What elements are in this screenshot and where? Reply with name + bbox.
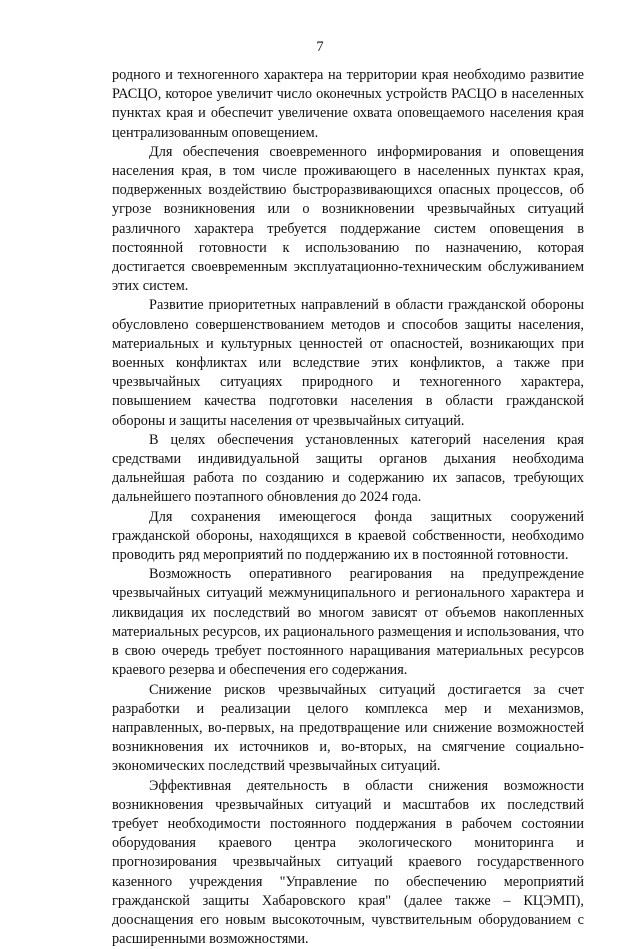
paragraph-4: В целях обеспечения установленных категорий населения края средствами индивидуальной защиты органов дыхания необходима дальнейшая работа по созданию и содержанию их запасов, требующих дальнейшего поэтапного обновления до 2024 года. — [112, 431, 584, 506]
paragraph-1: родного и техногенного характера на территории края необходимо развитие РАСЦО, которое увеличит число оконечных устройств РАСЦО в населенных пунктах края и обеспечит увеличение охвата оповещаемого населения края централизованным оповещением. — [112, 67, 584, 141]
paragraph-8: Эффективная деятельность в области снижения возможности возникновения чрезвычайных ситуаций и масштабов их последствий требует необходимости постоянного поддержания в рабочем состоянии оборудования краевого центра экологического мониторинга и прогнозирования чрезвычайных ситуаций краевого государственного казенного учреждения "Управление по обеспечению мероприятий гражданской защиты Хабаровского края" (далее также – КЦЭМП), дооснащения его новым высокоточным, чувствительным оборудованием с расширенными возможностями. — [112, 777, 584, 948]
paragraph-3: Развитие приоритетных направлений в области гражданской обороны обусловлено совершенствованием методов и способов защиты населения, материальных и культурных ценностей от опасностей, возникающих при военных конфликтах или вследствие этих конфликтов, а также при чрезвычайных ситуациях природного и техногенного характера, повышением качества подготовки населения в области гражданской обороны и защиты населения от чрезвычайных ситуаций. — [112, 297, 584, 429]
paragraph-5: Для сохранения имеющегося фонда защитных сооружений гражданской обороны, находящихся в краевой собственности, необходимо проводить ряд мероприятий по поддержанию их в постоянной готовности. — [112, 508, 584, 564]
paragraph-7: Снижение рисков чрезвычайных ситуаций достигается за счет разработки и реализации целого комплекса мер и механизмов, направленных, во-первых, на предотвращение или снижение возможностей возникновения их источников и, во-вторых, на смягчение социально-экономических последствий чрезвычайных ситуаций. — [112, 681, 584, 775]
page-number: 7 — [316, 39, 324, 55]
document-body — [112, 66, 584, 949]
paragraph-2: Для обеспечения своевременного информирования и оповещения населения края, в том числе проживающего в населенных пунктах края, подверженных воздействию быстроразвивающихся опасных процессов, об угрозе возникновения или о возникновении чрезвычайных ситуаций различного характера требуется поддержание систем оповещения в постоянной готовности к использованию по назначению, которая достигается своевременным эксплуатационно-техническим обслуживанием этих систем. — [112, 143, 584, 295]
paragraph-6: Возможность оперативного реагирования на предупреждение чрезвычайных ситуаций межмуниципального и регионального характера и ликвидация их последствий во многом зависят от объемов накопленных материальных ресурсов, их рационального размещения и использования, что в свою очередь требует постоянного наращивания материальных ресурсов краевого резерва и обеспечения его содержания. — [112, 566, 584, 679]
